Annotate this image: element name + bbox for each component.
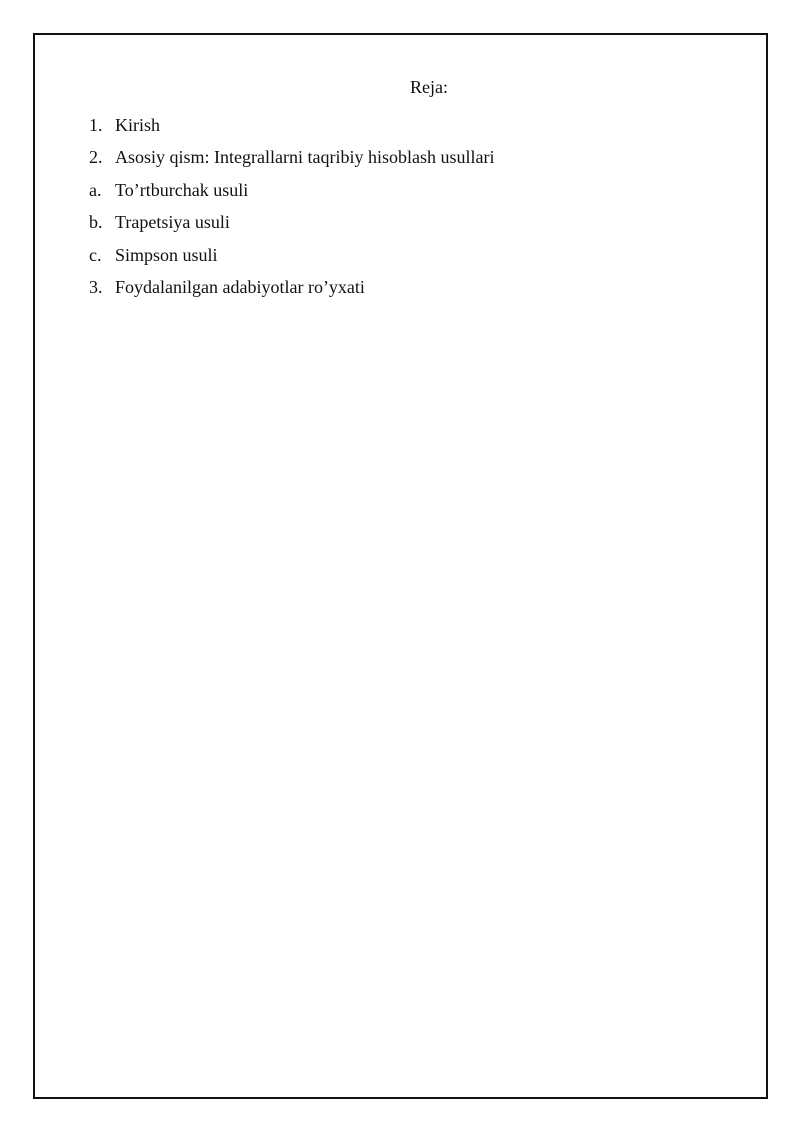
- toc-item-asosiy-qism: [89, 145, 494, 177]
- toc-item-text: Trapetsiya usuli: [115, 212, 230, 233]
- toc-item-kirish: [89, 113, 494, 145]
- toc-item-text: Foydalanilgan adabiyotlar ro’yxati: [115, 276, 365, 297]
- page-title: Reja:: [410, 77, 448, 97]
- table-of-contents: [89, 113, 494, 307]
- toc-item-marker: 2.: [89, 147, 103, 168]
- toc-item-simpson: [89, 243, 494, 275]
- toc-item-text: Asosiy qism: Integrallarni taqribiy hisoblash usullari: [115, 147, 495, 168]
- toc-item-marker: a.: [89, 179, 102, 200]
- toc-item-marker: b.: [89, 212, 103, 233]
- toc-item-tortburchak: [89, 178, 494, 210]
- toc-item-marker: 1.: [89, 115, 103, 135]
- toc-item-text: Kirish: [115, 115, 160, 135]
- toc-item-marker: 3.: [89, 276, 103, 297]
- toc-item-text: To’rtburchak usuli: [115, 179, 249, 200]
- toc-item-marker: c.: [89, 244, 102, 265]
- toc-item-adabiyotlar: [89, 275, 494, 307]
- toc-item-text: Simpson usuli: [115, 244, 218, 265]
- toc-item-trapetsiya: [89, 210, 494, 242]
